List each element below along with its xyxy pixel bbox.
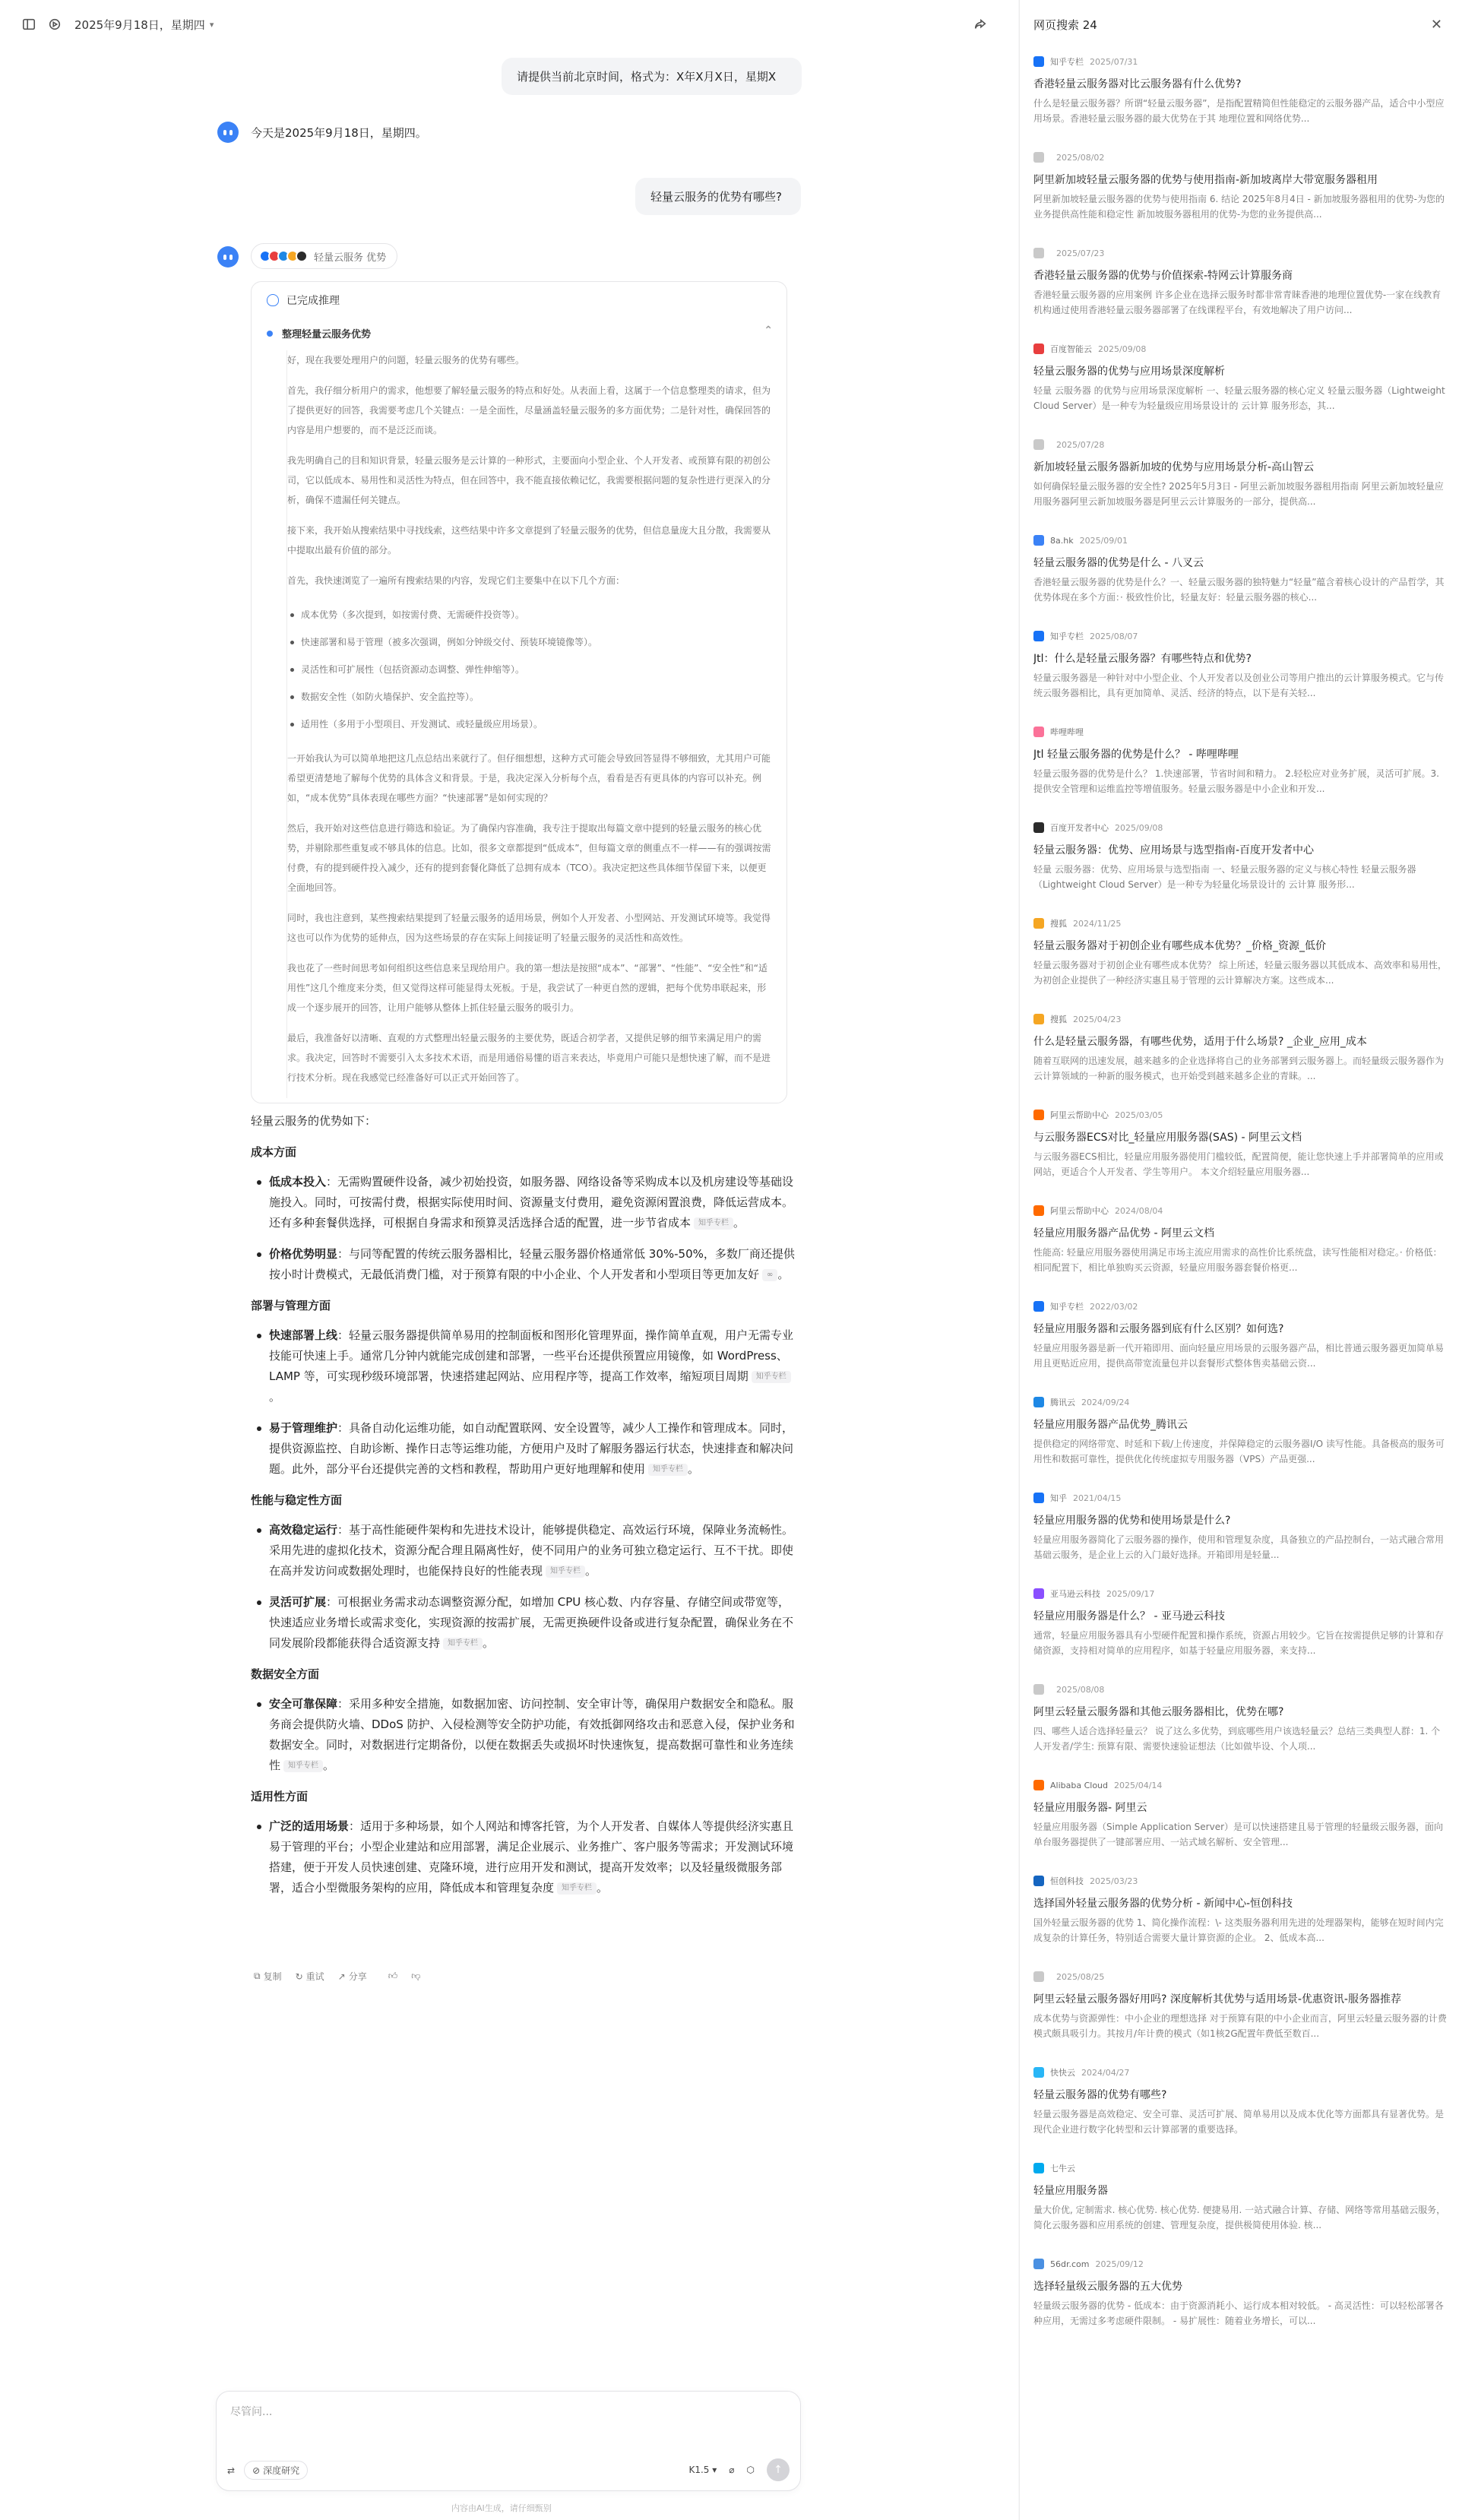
result-meta [1033,2257,1448,2271]
result-snippet: 香港轻量云服务器的优势是什么？一、轻量云服务器的独特魅力“轻量”蕴含着核心设计的产品哲学，其优势体现在多个方面：· 极致性价比，轻量友好：轻量云服务器的核心... [1033,577,1445,603]
web-search-panel [1019,0,1459,2520]
share-icon[interactable] [970,14,991,35]
assistant-avatar [217,122,239,143]
result-meta [1033,1491,1448,1505]
reasoning-status: 已完成推理 [286,295,340,307]
deep-research-toggle[interactable] [244,2461,308,2480]
search-result-item[interactable] [1033,1970,1448,2066]
result-snippet: 四、哪些人适合选择轻量云？ 说了这么多优势，到底哪些用户该选轻量云？总结三类典型人群：1. 个人开发者/学生: 预算有限、需要快速验证想法（比如做毕设、个人项... [1033,1726,1441,1752]
result-date: 2025/08/02 [1056,152,1105,163]
result-snippet: 香港轻量云服务器的应用案例 许多企业在选择云服务时都非常青睐香港的地理位置优势-一家在线教育机构通过使用香港轻量云服务器部署了在线课程平台，有效地解决了用户访问... [1033,290,1442,315]
result-date: 2025/09/12 [1095,2259,1144,2269]
result-meta [1033,1204,1448,1217]
result-title[interactable]: Jtl 轻量云服务器的优势是什么？ - 哔哩哔哩 [1033,749,1239,761]
item-label: 快速部署上线 [269,1328,338,1342]
site-favicon-icon [1033,1397,1044,1407]
search-result-item[interactable] [1033,55,1448,150]
result-title[interactable]: 选择轻量级云服务器的五大优势 [1033,2281,1182,2293]
result-meta [1033,1395,1448,1409]
reasoning-panel [251,281,787,1103]
result-site: 亚马逊云科技 [1050,1589,1100,1599]
result-date: 2025/08/07 [1090,631,1138,641]
result-site: 恒创科技 [1050,1876,1084,1886]
search-result-item[interactable] [1033,1587,1448,1683]
result-title[interactable]: 轻量云服务器对于初创企业有哪些成本优势？_价格_资源_低价 [1033,940,1326,952]
answer-item: 广泛的适用场景：适用于多种场景，如个人网站和博客托管，为个人开发者、自媒体人等提供经济实惠且易于管理的平台；小型企业建站和应用部署，满足企业展示、业务推广、客户服务等需求；开发测试环境搭建，便于开发人员快速创建、克隆环境，进行应用开发和测试，提高开发效率；以及轻量级微服务部署，适合小型微服务架构的应用，降低成本和管理复杂度 知乎专栏 。 [251,1816,798,1898]
answer-item: 价格优势明显：与同等配置的传统云服务器相比，轻量云服务器价格通常低 30%-50%，多数厂商还提供按小时计费模式，无最低消费门槛，对于预算有限的中小企业、个人开发者和小型项目等更加友好 ∞ 。 [251,1244,798,1285]
user-message [635,178,801,215]
result-site: 哔哩哔哩 [1050,727,1084,737]
source-tag[interactable]: 知乎专栏 [557,1882,597,1895]
result-date: 2025/09/17 [1106,1588,1155,1599]
item-label: 高效稳定运行 [269,1523,338,1537]
box-icon[interactable]: ⬡ [746,2465,755,2475]
result-site: 七牛云 [1050,2164,1075,2173]
site-favicon-icon [1033,56,1044,67]
research-icon: ⊘ [252,2465,261,2476]
reasoning-paragraph: 我也花了一些时间思考如何组织这些信息来呈现给用户。我的第一想法是按照“成本”、“部署”、“性能”、“安全性”和“适用性”这几个维度来分类，但又觉得这样可能显得太死板。于是，我尝试了一种更自然的逻辑，把每个优势串联起来，形成一个逐步展开的回答，让用户能够从整体上抓住轻量云服务的吸引力。 [287,963,767,1013]
result-snippet: 与云服务器ECS相比，轻量应用服务器使用门槛较低，配置简便，能让您快速上手并部署简单的应用或网站，更适合个人开发者、学生等用户。 本文介绍轻量应用服务器... [1033,1151,1444,1177]
site-favicon-icon [1033,1493,1044,1503]
item-label: 灵活可扩展 [269,1595,327,1609]
reasoning-paragraph: 然后，我开始对这些信息进行筛选和验证。为了确保内容准确，我专注于提取出每篇文章中提到的轻量云服务的核心优势，并剔除那些重复或不够具体的信息。比如，很多文章都提到“低成本”，但每篇文章的侧重点不一样——有的强调按需付费，有的提到硬件投入减少，还有的提到套餐化降低了总拥有成本（TCO）。我决定把这些具体细节保留下来，以便更全面地回答。 [287,823,771,893]
answer-item: 灵活可扩展：可根据业务需求动态调整资源分配，如增加 CPU 核心数、内存容量、存储空间或带宽等，快速适应业务增长或需求变化，实现资源的按需扩展，无需更换硬件设备或进行复杂配置，确保业务在不同发展阶段都能获得合适资源支持 知乎专栏 。 [251,1592,798,1654]
reasoning-paragraph: 首先，我仔细分析用户的需求，他想要了解轻量云服务的特点和好处。从表面上看，这属于一个信息整理类的请求，但为了提供更好的回答，我需要考虑几个关键点：一是全面性，尽量涵盖轻量云服务的多方面优势；二是针对性，确保回答的内容是用户想要的，而不是泛泛而谈。 [287,385,771,435]
item-label: 广泛的适用场景 [269,1819,350,1833]
result-snippet: 轻量应用服务器（Simple Application Server）是可以快速搭建且易于管理的轻量级云服务器，面向单台服务器提供了一键部署应用、一站式域名解析、安全管理... [1033,1822,1444,1847]
answer-item: 安全可靠保障：采用多种安全措施，如数据加密、访问控制、安全审计等，确保用户数据安全和隐私。服务商会提供防火墙、DDoS 防护、入侵检测等安全防护功能，有效抵御网络攻击和恶意入侵，保护业务和数据安全。同时，对数据进行定期备份，以便在数据丢失或损坏时快速恢复，提高数据可靠性和业务连续性 知乎专栏 。 [251,1694,798,1776]
search-result-item[interactable] [1033,1012,1448,1108]
result-meta [1033,342,1448,356]
user-message-text: 请提供当前北京时间，格式为：X年X月X日，星期X [517,70,777,84]
result-title[interactable]: 选择国外轻量云服务器的优势分析 - 新闻中心-恒创科技 [1033,1898,1293,1910]
result-title[interactable]: 轻量应用服务器- 阿里云 [1033,1802,1147,1814]
reasoning-paragraph: 接下来，我开始从搜索结果中寻找线索，这些结果中许多文章提到了轻量云服务的优势，但信息量庞大且分散，我需要从中提取出最有价值的部分。 [287,525,771,556]
site-favicon-icon [1033,631,1044,641]
result-meta [1033,821,1448,834]
site-favicon-icon [1033,918,1044,929]
result-snippet: 轻量 云服务器：优势、应用场景与选型指南 一、轻量云服务器的定义与核心特性 轻量云服务器（Lightweight Cloud Server）是一种专为轻量化场景设计的 云计算 服务形... [1033,864,1416,890]
section-heading: 适用性方面 [251,1790,309,1803]
section-heading: 部署与管理方面 [251,1299,331,1312]
result-snippet: 轻量云服务器对于初创企业有哪些成本优势？ 综上所述，轻量云服务器以其低成本、高效率和易用性，为初创企业提供了一种经济实惠且易于管理的云计算解决方案。这些成本... [1033,960,1447,986]
result-snippet: 轻量云服务器是高效稳定、安全可靠、灵活可扩展、简单易用以及成本优化等方面都具有显著优势。是现代企业进行数字化转型和云计算部署的重要选择。 [1033,2109,1445,2135]
section-list [251,1172,798,1285]
result-title[interactable]: 轻量云服务器的优势有哪些? [1033,2089,1167,2101]
result-meta [1033,1587,1448,1600]
reasoning-body [286,350,773,1098]
composer-right-tools [688,2458,790,2481]
result-site: 56dr.com [1050,2259,1090,2269]
result-date: 2024/09/24 [1081,1397,1130,1407]
result-title[interactable]: 什么是轻量云服务器，有哪些优势，适用于什么场景? _企业_应用_成本 [1033,1036,1367,1048]
item-label: 低成本投入 [269,1175,327,1189]
result-date: 2022/03/02 [1090,1301,1138,1312]
site-favicon-icon [1033,1301,1044,1312]
result-title[interactable]: 轻量应用服务器和云服务器到底有什么区别？如何选? [1033,1323,1284,1335]
site-favicon-icon [1033,2163,1044,2173]
result-date: 2025/07/23 [1056,248,1105,258]
result-title[interactable]: 与云服务器ECS对比_轻量应用服务器(SAS) - 阿里云文档 [1033,1132,1302,1144]
item-text: ：具备自动化运维功能，如自动配置联网、安全设置等，减少人工操作和管理成本。同时，提供资源监控、自助诊断、操作日志等运维功能，方便用户及时了解服务器运行状态，快速排查和解决问题。此外，部分平台还提供完善的文档和教程，帮助用户更好地理解和使用 [269,1421,794,1476]
user-message [502,58,802,95]
source-tag[interactable]: 知乎专栏 [443,1638,483,1650]
site-favicon-icon [1033,343,1044,354]
source-favicons [259,250,308,262]
result-site: Alibaba Cloud [1050,1780,1109,1790]
assistant-avatar [217,246,239,268]
search-result-item[interactable] [1033,821,1448,917]
model-name: K1.5 [688,2465,710,2475]
new-chat-icon[interactable] [44,14,65,35]
site-favicon-icon [1033,439,1044,450]
result-snippet: 阿里新加坡轻量云服务器的优势与使用指南 6. 结论 2025年8月4日 - 新加坡服务器租用的优势-为您的业务提供高性能和稳定性 新加坡服务器租用的优势-为您的业务提供高... [1033,194,1445,220]
result-site: 百度开发者中心 [1050,823,1109,833]
reasoning-paragraph: 我先明确自己的目和知识背景，轻量云服务是云计算的一种形式，主要面向小型企业、个人开发者、或预算有限的初创公司，它以低成本、易用性和灵活性为特点，但在回答中，我不能直接依赖记忆，我需要根据问题的复杂性进行更深入的分析，确保不遗漏任何关键点。 [287,455,771,505]
section-list [251,1816,798,1898]
thumbs-down-icon[interactable]: 👎︎ [411,1971,421,1981]
assistant-answer [251,1111,798,1909]
arrow-up-icon: ↑ [774,2464,783,2476]
composer-tools [227,2461,308,2480]
result-snippet: 轻量级云服务器的优势 - 低成本：由于资源消耗小、运行成本相对较低。 - 高灵活性：可以轻松部署各种应用，无需过多考虑硬件限制。 - 易扩展性：随着业务增长，可以... [1033,2300,1444,2326]
result-meta [1033,1300,1448,1313]
result-title[interactable]: 轻量云服务器的优势与应用场景深度解析 [1033,366,1225,378]
user-message-text: 轻量云服务的优势有哪些? [650,190,782,204]
share-button[interactable] [338,1970,367,1983]
chevron-up-icon[interactable]: ⌃ [764,324,773,337]
search-result-item[interactable] [1033,1204,1448,1300]
answer-item: 易于管理维护：具备自动化运维功能，如自动配置联网、安全设置等，减少人工操作和管理成本。同时，提供资源监控、自助诊断、操作日志等运维功能，方便用户及时了解服务器运行状态，快速排查和解决问题。此外，部分平台还提供完善的文档和教程，帮助用户更好地理解和使用 知乎专栏 。 [251,1418,798,1480]
result-date: 2025/03/23 [1090,1876,1138,1886]
result-site: 知乎 [1050,1493,1067,1503]
thumbs-up-icon[interactable]: 👍︎ [388,1971,398,1981]
result-snippet: 性能高: 轻量应用服务器使用满足市场主流应用需求的高性价比系统盘，读写性能相对稳定。· 价格低：相同配置下，相比单独购买云资源，轻量应用服务器套餐价格更... [1033,1247,1442,1273]
search-result-item[interactable] [1033,1683,1448,1778]
search-result-item[interactable] [1033,533,1448,629]
result-snippet: 轻量应用服务器简化了云服务器的操作，使用和管理复杂度，具备独立的产品控制台，一站式融合常用基础云服务，是企业上云的入门最好选择。开箱即用是轻量... [1033,1534,1445,1560]
site-favicon-icon [1033,1205,1044,1216]
reasoning-step[interactable] [267,326,773,340]
source-tag[interactable]: ∞ [762,1269,777,1281]
site-favicon-icon [1033,1780,1044,1790]
chat-title-text: 2025年9月18日，星期四 [74,17,205,32]
share-icon: ↗ [337,1971,346,1982]
source-tag[interactable]: 知乎专栏 [694,1217,733,1230]
search-result-item[interactable] [1033,629,1448,725]
result-snippet: 轻量云服务器的优势是什么？ 1.快速部署，节省时间和精力。 2.轻松应对业务扩展，灵活可扩展。3.提供安全管理和运维监控等增值服务。轻量云服务器是中小企业和开发... [1033,768,1439,794]
result-meta [1033,246,1448,260]
result-title[interactable]: 轻量云服务器：优势、应用场景与选型指南-百度开发者中心 [1033,844,1315,856]
copy-button[interactable] [254,1970,282,1983]
copy-label: 复制 [263,1971,282,1982]
result-title[interactable]: 轻量云服务器的优势是什么 - 八叉云 [1033,557,1204,569]
search-result-item[interactable] [1033,150,1448,246]
result-site: 搜狐 [1050,919,1067,929]
result-snippet: 随着互联网的迅速发展，越来越多的企业选择将自己的业务部署到云服务器上。而轻量级云服务器作为云计算领域的一种新的服务模式，也开始受到越来越多企业的青睐。... [1033,1056,1445,1081]
result-site: 阿里云帮助中心 [1050,1110,1109,1120]
search-result-item[interactable] [1033,2066,1448,2161]
retry-label: 重试 [305,1971,324,1982]
reasoning-paragraph: 好，现在我要处理用户的问题，轻量云服务的优势有哪些。 [287,355,525,366]
section-list [251,1520,798,1654]
result-title[interactable]: 新加坡轻量云服务器新加坡的优势与应用场景分析-高山智云 [1033,461,1315,473]
source-tag[interactable]: 知乎专栏 [648,1464,688,1476]
reasoning-paragraph: 一开始我认为可以简单地把这几点总结出来就行了。但仔细想想，这种方式可能会导致回答显得不够细致，尤其用户可能希望更清楚地了解每个优势的具体含义和背景。于是，我决定深入分析每个点，看看是否有更具体的内容可以补充。例如，“成本优势”具体表现在哪些方面？“快速部署”是如何实现的？ [287,753,771,803]
result-meta [1033,55,1448,68]
site-favicon-icon [1033,248,1044,258]
result-site: 知乎专栏 [1050,632,1084,641]
result-title[interactable]: 轻量应用服务器是什么？ - 亚马逊云科技 [1033,1610,1225,1622]
section-list [251,1694,798,1776]
result-snippet: 国外轻量云服务器的优势 1、简化操作流程：\- 这类服务器利用先进的处理器架构，能够在短时间内完成复杂的计算任务，特别适合需要大量计算资源的企业。 2、低成本高... [1033,1917,1444,1943]
answer-item: 快速部署上线：轻量云服务器提供简单易用的控制面板和图形化管理界面，操作简单直观，用户无需专业技能可快速上手。通常几分钟内就能完成创建和部署，一些平台还提供预置应用镜像，如 WordPress、LAMP 等，可实现秒级环境部署，快速搭建起网站、应用程序等，提高工作效率，缩短项目周期 知乎专栏。 [251,1325,798,1407]
search-result-item[interactable] [1033,1491,1448,1587]
site-favicon-icon [1033,1971,1044,1982]
attachment-icon[interactable]: ⌀ [729,2465,735,2475]
result-snippet: 什么是轻量云服务器？所谓“轻量云服务器”，是指配置精简但性能稳定的云服务器产品，适合中小型应用场景。香港轻量云服务器的最大优势在于其 地理位置和网络优势... [1033,98,1445,124]
result-site: 知乎专栏 [1050,1302,1084,1312]
search-result-item[interactable] [1033,2257,1448,2353]
result-site: 快快云 [1050,2068,1075,2078]
panel-title: 网页搜索 24 [1033,18,1097,32]
search-result-item[interactable] [1033,1300,1448,1395]
ai-disclaimer: 内容由AI生成，请仔细甄别 [451,2503,552,2513]
result-date: 2024/04/27 [1081,2067,1130,2078]
result-title[interactable]: 轻量应用服务器的优势和使用场景是什么? [1033,1515,1231,1527]
result-meta [1033,1874,1448,1888]
site-favicon-icon [1033,1684,1044,1695]
result-meta [1033,150,1448,164]
result-date: 2025/08/08 [1056,1684,1105,1695]
result-title[interactable]: 阿里云轻量云服务器好用吗? 深度解析其优势与适用场景-优惠资讯-服务器推荐 [1033,1993,1401,2006]
result-snippet: 如何确保轻量云服务器的安全性? 2025年5月3日 - 阿里云新加坡服务器租用指南 阿里云新加坡轻量应用服务器阿里云新加坡服务器是阿里云云计算服务的一部分，提供高... [1033,481,1444,507]
search-result-item[interactable] [1033,342,1448,438]
result-site: 百度智能云 [1050,344,1092,354]
model-selector[interactable] [688,2465,717,2475]
reasoning-list-item: 快速部署和易于管理（被多次强调，例如分钟级交付、预装环境镜像等）。 [287,628,773,656]
composer-placeholder[interactable]: 尽管问... [230,2406,273,2418]
item-text: ：无需购置硬件设备，减少初始投资，如服务器、网络设备等采购成本以及机房建设等基础设施投入。同时，可按需付费，根据实际使用时间、资源量支付费用，避免资源闲置浪费，降低运营成本。还有多种套餐供选择，可根据自身需求和预算灵活选择合适的配置，进一步节省成本 [269,1175,794,1230]
result-title[interactable]: 香港轻量云服务器对比云服务器有什么优势? [1033,78,1242,90]
send-button[interactable] [767,2458,790,2481]
result-site: 腾讯云 [1050,1398,1075,1407]
result-title[interactable]: 轻量应用服务器 [1033,2185,1108,2197]
item-label: 易于管理维护 [269,1421,338,1435]
result-date: 2025/07/31 [1090,56,1138,67]
reasoning-list-item: 灵活性和可扩展性（包括资源动态调整、弹性伸缩等）。 [287,656,773,683]
item-text: ：采用多种安全措施，如数据加密、访问控制、安全审计等，确保用户数据安全和隐私。服务商会提供防火墙、DDoS 防护、入侵检测等安全防护功能，有效抵御网络攻击和恶意入侵，保护业务和数据安全。同时，对数据进行定期备份，以便在数据丢失或损坏时快速恢复，提高数据可靠性和业务连续性 [269,1697,795,1772]
result-date: 2025/09/01 [1079,535,1128,546]
site-favicon-icon [1033,152,1044,163]
result-meta [1033,1012,1448,1026]
close-icon[interactable]: ✕ [1430,17,1442,33]
search-result-item[interactable] [1033,1108,1448,1204]
result-snippet: 轻量应用服务器是新一代开箱即用、面向轻量应用场景的云服务器产品，相比普通云服务器更加简单易用且更贴近应用，提供高带宽流量包并以套餐形式整体售卖基础云资... [1033,1343,1445,1369]
search-result-item[interactable] [1033,1778,1448,1874]
site-favicon-icon [1033,1588,1044,1599]
chat-title[interactable] [74,17,214,33]
site-favicon-icon [1033,2259,1044,2269]
site-favicon-icon [1033,1110,1044,1120]
refresh-icon: ↻ [295,1971,303,1982]
site-favicon-icon [1033,822,1044,833]
result-date: 2025/04/23 [1073,1014,1122,1024]
result-title[interactable]: Jtl：什么是轻量云服务器？有哪些特点和优势? [1033,653,1252,665]
settings-slider-icon[interactable]: ⇄ [227,2465,236,2476]
result-date: 2021/04/15 [1073,1493,1122,1503]
result-title[interactable]: 轻量应用服务器产品优势 - 阿里云文档 [1033,1227,1214,1239]
item-text: ：适用于多种场景，如个人网站和博客托管，为个人开发者、自媒体人等提供经济实惠且易于管理的平台；小型企业建站和应用部署，满足企业展示、业务推广、客户服务等需求；开发测试环境搭建，便于开发人员快速创建、克隆环境，进行应用开发和测试，提高开发效率；以及轻量级微服务部署，适合小型微服务架构的应用，降低成本和管理复杂度 [269,1819,794,1895]
item-label: 价格优势明显 [269,1247,338,1261]
step-dot-icon [267,331,273,337]
result-title[interactable]: 阿里云轻量云服务器和其他云服务器相比，优势在哪? [1033,1706,1284,1718]
deep-research-label: 深度研究 [263,2465,300,2476]
answer-item: 高效稳定运行：基于高性能硬件架构和先进技术设计，能够提供稳定、高效运行环境，保障业务流畅性。采用先进的虚拟化技术，资源分配合理且隔离性好，使不同用户的业务可独立稳定运行、互不干扰。即使在高并发访问或数据处理时，也能保持良好的性能表现 知乎专栏 。 [251,1520,798,1581]
copy-icon: ⧉ [254,1971,261,1981]
result-meta [1033,917,1448,930]
reasoning-list-item: 数据安全性（如防火墙保护、安全监控等）。 [287,683,773,711]
reasoning-step-title: 整理轻量云服务优势 [282,329,372,340]
share-label: 分享 [348,1971,367,1982]
result-date: 2025/09/08 [1115,822,1163,833]
result-date: 2025/09/08 [1098,343,1147,354]
result-snippet: 提供稳定的网络带宽、时延和下载/上传速度，并保障稳定的云服务器I/O 读写性能。具备极高的服务可用性和数据可靠性，提供优化传统虚拟专用服务器（VPS）产品更强... [1033,1439,1445,1464]
search-result-item[interactable] [1033,917,1448,1012]
message-composer[interactable] [216,2391,801,2491]
result-date: 2025/03/05 [1115,1110,1163,1120]
result-site: 知乎专栏 [1050,57,1084,67]
reasoning-list-item: 成本优势（多次提到，如按需付费、无需硬件投资等）。 [287,601,773,628]
result-snippet: 成本优势与资源弹性：中小企业的理想选择 对于预算有限的中小企业而言，阿里云轻量云服务器的计费模式颇具吸引力。其按月/年计费的模式（如1核2G配置年费低至数百... [1033,2013,1447,2039]
result-meta [1033,438,1448,451]
top-bar [0,0,1018,49]
retry-button[interactable] [296,1970,324,1983]
item-text: ：基于高性能硬件架构和先进技术设计，能够提供稳定、高效运行环境，保障业务流畅性。采用先进的虚拟化技术，资源分配合理且隔离性好，使不同用户的业务可独立稳定运行、互不干扰。即使在高并发访问或数据处理时，也能保持良好的性能表现 [269,1523,794,1578]
result-snippet: 轻量云服务器是一种针对中小型企业、个人开发者以及创业公司等用户推出的云计算服务模式。它与传统云服务器相比，具有更加简单、灵活、经济的特点，以下是有关轻... [1033,673,1445,698]
section-heading: 数据安全方面 [251,1667,320,1681]
result-title[interactable]: 阿里新加坡轻量云服务器的优势与使用指南-新加坡离岸大带宽服务器租用 [1033,174,1378,186]
search-result-item[interactable] [1033,438,1448,533]
sidebar-toggle-icon[interactable] [18,14,40,35]
site-favicon-icon [1033,727,1044,737]
result-meta [1033,2066,1448,2079]
section-heading: 性能与稳定性方面 [251,1493,343,1507]
reasoning-header[interactable] [267,293,340,308]
item-text: ：可根据业务需求动态调整资源分配，如增加 CPU 核心数、内存容量、存储空间或带宽等，快速适应业务增长或需求变化，实现资源的按需扩展，无需更换硬件设备或进行复杂配置，确保业务在不同发展阶段都能获得合适资源支持 [269,1595,794,1650]
source-tag[interactable]: 知乎专栏 [283,1760,323,1772]
site-favicon-icon [1033,535,1044,546]
source-tag[interactable]: 知乎专栏 [752,1371,791,1383]
search-result-item[interactable] [1033,246,1448,342]
result-meta [1033,1683,1448,1696]
search-result-item[interactable] [1033,1395,1448,1491]
section-heading: 成本方面 [251,1145,297,1159]
assistant-message-text: 今天是2025年9月18日，星期四。 [251,126,427,140]
result-site: 8a.hk [1050,535,1074,546]
result-title[interactable]: 香港轻量云服务器的优势与价值探索-特网云计算服务商 [1033,270,1293,282]
reasoning-list-item: 适用性（多用于小型项目、开发测试、或轻量级应用场景）。 [287,711,773,738]
search-result-item[interactable] [1033,1874,1448,1970]
result-meta [1033,1108,1448,1122]
result-date: 2024/08/04 [1115,1205,1163,1216]
site-favicon-icon [1033,2067,1044,2078]
result-date: 2025/08/25 [1056,1971,1105,1982]
answer-item: 低成本投入：无需购置硬件设备，减少初始投资，如服务器、网络设备等采购成本以及机房建设等基础设施投入。同时，可按需付费，根据实际使用时间、资源量支付费用，避免资源闲置浪费，降低运营成本。还有多种套餐供选择，可根据自身需求和预算灵活选择合适的配置，进一步节省成本 知乎专栏 。 [251,1172,798,1233]
result-meta [1033,725,1448,739]
site-favicon-icon [1033,1014,1044,1024]
reasoning-paragraph: 同时，我也注意到，某些搜索结果提到了轻量云服务的适用场景，例如个人开发者、小型网站、开发测试环境等。我觉得这也可以作为优势的延伸点，因为这些场景的存在实际上间接证明了轻量云服务的灵活性和高效性。 [287,913,771,943]
search-query: 轻量云服务 优势 [314,252,387,264]
result-snippet: 通常，轻量应用服务器具有小型硬件配置和操作系统，资源占用较少。它旨在按需提供足够的计算和存储资源，支持相对简单的应用程序，如基于轻量应用服务器，来支持... [1033,1630,1445,1656]
search-result-item[interactable] [1033,725,1448,821]
reasoning-list [287,601,773,738]
lightbulb-icon [267,294,279,306]
search-results-list [1033,55,1448,2353]
message-actions [254,1970,420,1983]
source-tag[interactable]: 知乎专栏 [546,1566,585,1578]
reasoning-paragraph: 首先，我快速浏览了一遍所有搜索结果的内容，发现它们主要集中在以下几个方面： [287,575,625,586]
chevron-down-icon: ▾ [209,19,214,30]
section-list [251,1325,798,1480]
item-label: 安全可靠保障 [269,1697,338,1711]
item-text: ：与同等配置的传统云服务器相比，轻量云服务器价格通常低 30%-50%，多数厂商还提供按小时计费模式，无最低消费门槛，对于预算有限的中小企业、个人开发者和小型项目等更加友好 [269,1247,795,1281]
result-meta [1033,1970,1448,1983]
result-date: 2024/11/25 [1073,918,1122,929]
result-title[interactable]: 轻量应用服务器产品优势_腾讯云 [1033,1419,1188,1431]
result-meta [1033,533,1448,547]
search-sources-chip[interactable] [251,243,397,269]
result-site: 搜狐 [1050,1015,1067,1024]
result-snippet: 量大价优, 定制需求. 核心优势. 核心优势. 便捷易用. 一站式融合计算、存储、网络等常用基础云服务，简化云服务器和应用系统的创建、管理复杂度，提供极简使用体验. 核... [1033,2205,1446,2230]
result-meta [1033,1778,1448,1792]
reasoning-paragraph: 最后，我准备好以清晰、直观的方式整理出轻量云服务的主要优势，既适合初学者，又提供足够的细节来满足用户的需求。我决定，回答时不需要引入太多技术术语，而是用通俗易懂的语言来表达，毕竟用户可能只是想快速了解，而不是进行技术分析。现在我感觉已经准备好可以正式开始回答了。 [287,1033,771,1083]
site-favicon-icon [1033,1876,1044,1886]
item-text: ：轻量云服务器提供简单易用的控制面板和图形化管理界面，操作简单直观，用户无需专业技能可快速上手。通常几分钟内就能完成创建和部署，一些平台还提供预置应用镜像，如 WordPress、LAMP 等，可实现秒级环境部署，快速搭建起网站、应用程序等，提高工作效率，缩短项目周期 [269,1328,794,1383]
result-site: 阿里云帮助中心 [1050,1206,1109,1216]
result-snippet: 轻量 云服务器 的优势与应用场景深度解析 一、轻量云服务器的核心定义 轻量云服务器（Lightweight Cloud Server）是一种专为轻量级应用场景设计的 云计算 服务形态，其... [1033,385,1445,411]
result-date: 2025/07/28 [1056,439,1105,450]
search-result-item[interactable] [1033,2161,1448,2257]
result-meta [1033,2161,1448,2175]
answer-intro: 轻量云服务的优势如下： [251,1114,377,1128]
result-date: 2025/04/14 [1114,1780,1163,1790]
result-meta [1033,629,1448,643]
chevron-down-icon: ▾ [712,2465,717,2475]
